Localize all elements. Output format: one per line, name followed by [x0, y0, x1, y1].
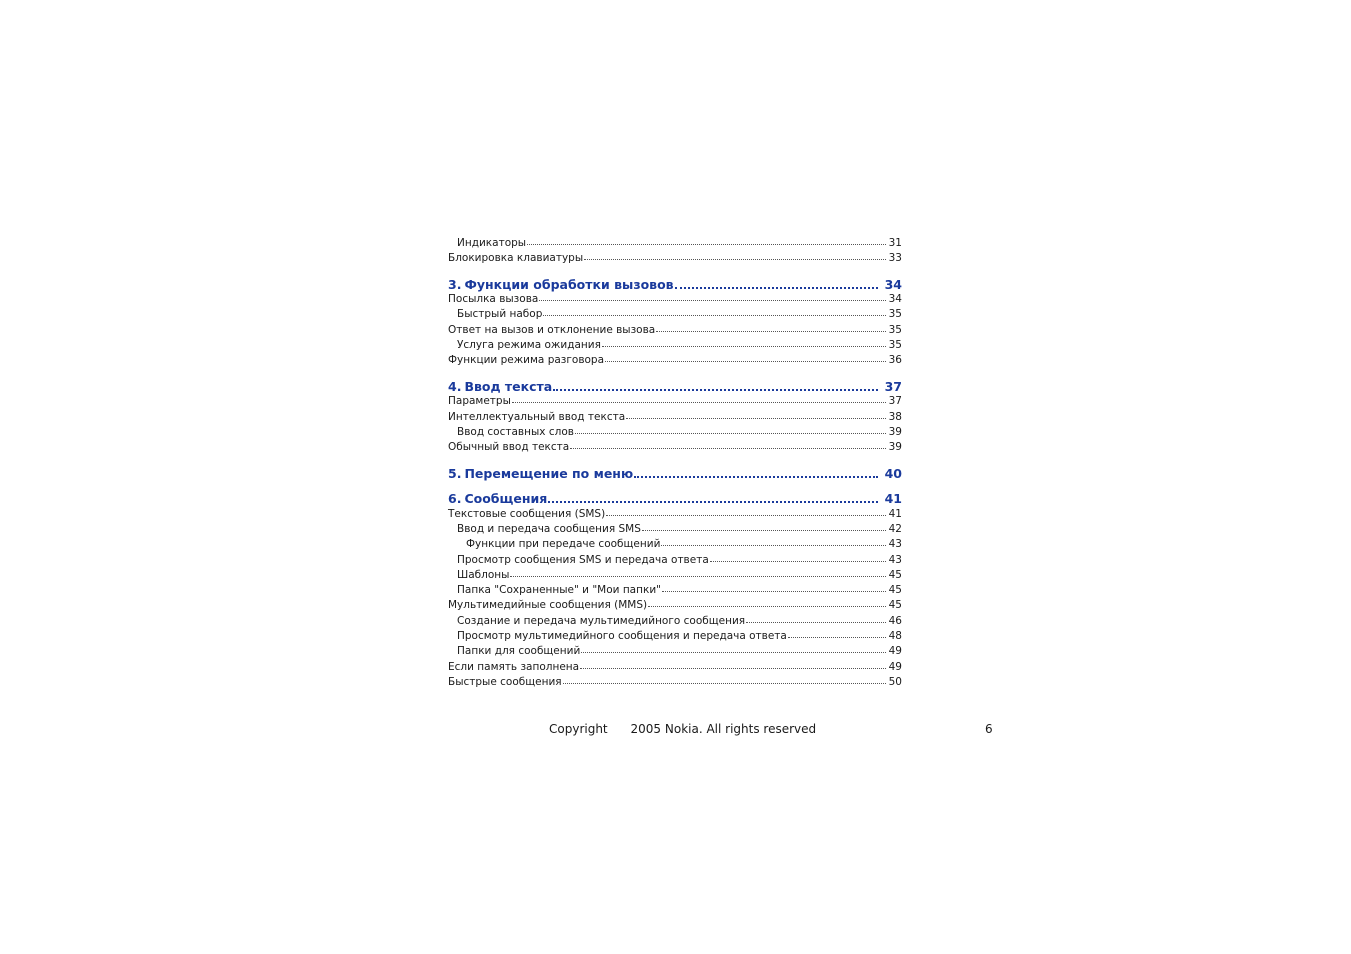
toc-entry-label: Текстовые сообщения (SMS): [448, 507, 606, 520]
toc-entry[interactable]: [448, 583, 902, 598]
dot-leader: [606, 507, 885, 517]
page-ref: 34: [884, 276, 902, 292]
dot-leader: [527, 236, 886, 246]
dot-leader: [570, 440, 885, 450]
page-ref: 45: [888, 568, 902, 581]
dot-leader: [539, 292, 885, 302]
dot-leader: [548, 493, 877, 503]
chapter-label: Ввод текста: [464, 378, 553, 394]
dot-leader: [675, 279, 878, 289]
dot-leader: [563, 675, 886, 685]
chapter-title: [448, 491, 547, 506]
toc-entry[interactable]: [448, 522, 902, 537]
toc-entry[interactable]: [448, 323, 902, 338]
toc-entry-label: Шаблоны: [457, 568, 510, 581]
page-ref: 40: [884, 465, 902, 481]
page-ref: 37: [884, 378, 902, 394]
page-ref: 35: [888, 323, 902, 336]
toc-entry[interactable]: [448, 440, 902, 455]
page-ref: 45: [888, 584, 902, 597]
page-ref: 43: [888, 553, 902, 566]
dot-leader: [580, 660, 886, 670]
toc-entry-label: Обычный ввод текста: [448, 441, 570, 454]
page-ref: 49: [888, 660, 902, 673]
toc-entry[interactable]: [448, 307, 902, 322]
toc-entry[interactable]: [448, 410, 902, 425]
dot-leader: [512, 394, 886, 404]
dot-leader: [584, 251, 886, 261]
toc-entry[interactable]: [448, 675, 902, 690]
toc-entry-label: Ответ на вызов и отклонение вызова: [448, 323, 656, 336]
toc-entry-label: Посылка вызова: [448, 293, 539, 306]
page-ref: 41: [884, 491, 902, 507]
chapter-label: Сообщения: [464, 491, 548, 507]
toc-entry-label: Мультимедийные сообщения (MMS): [448, 599, 648, 612]
page-ref: 33: [888, 252, 902, 265]
toc-entry-label: Ввод составных слов: [457, 425, 574, 438]
toc-entry[interactable]: [448, 629, 902, 644]
dot-leader: [553, 381, 877, 391]
chapter-label: Перемещение по меню: [464, 465, 634, 481]
toc-entry-label: Параметры: [448, 395, 511, 408]
dot-leader: [662, 583, 886, 593]
toc-entry-label: Функции при передаче сообщений: [466, 538, 661, 551]
page-ref: 43: [888, 538, 902, 551]
toc-entry-label: Быстрые сообщения: [448, 675, 562, 688]
page-ref: 35: [888, 308, 902, 321]
toc-chapter-heading[interactable]: [448, 277, 902, 292]
toc-chapter-heading[interactable]: [448, 491, 902, 506]
page-ref: 48: [888, 630, 902, 643]
page-ref: 37: [888, 395, 902, 408]
chapter-number: 4.: [448, 378, 462, 394]
page-ref: 34: [888, 293, 902, 306]
toc-chapter-heading[interactable]: [448, 379, 902, 394]
toc-entry[interactable]: [448, 568, 902, 583]
toc-entry[interactable]: [448, 251, 902, 266]
toc-entry-label: Просмотр мультимедийного сообщения и передача ответа: [457, 630, 787, 643]
chapter-number: 5.: [448, 465, 462, 481]
toc-entry[interactable]: [448, 292, 902, 307]
page-ref: 39: [888, 425, 902, 438]
toc-entry-label: Блокировка клавиатуры: [448, 252, 584, 265]
toc-entry-label: Просмотр сообщения SMS и передача ответа: [457, 553, 709, 566]
chapter-title: [448, 466, 633, 481]
toc-entry[interactable]: [448, 507, 902, 522]
toc-chapter-heading[interactable]: [448, 466, 902, 481]
page-ref: 38: [888, 410, 902, 423]
dot-leader: [710, 553, 886, 563]
toc-entry[interactable]: [448, 614, 902, 629]
page-ref: 35: [888, 339, 902, 352]
page-ref: 42: [888, 522, 902, 535]
toc-entry-label: Интеллектуальный ввод текста: [448, 410, 626, 423]
toc-entry[interactable]: [448, 353, 902, 368]
toc-entry[interactable]: [448, 338, 902, 353]
toc-entry[interactable]: [448, 598, 902, 613]
dot-leader: [648, 598, 886, 608]
toc-entry-label: Если память заполнена: [448, 660, 580, 673]
dot-leader: [661, 537, 885, 547]
page-number: 6: [985, 722, 993, 736]
toc-entry-label: Создание и передача мультимедийного сообщения: [457, 614, 746, 627]
toc-entry[interactable]: [448, 553, 902, 568]
page-ref: 36: [888, 354, 902, 367]
dot-leader: [788, 629, 886, 639]
dot-leader: [575, 425, 886, 435]
dot-leader: [634, 468, 878, 478]
toc-entry-label: Быстрый набор: [457, 308, 543, 321]
dot-leader: [581, 644, 885, 654]
chapter-label: Функции обработки вызовов: [464, 276, 674, 292]
copyright-notice: Copyright 2005 Nokia. All rights reserved: [549, 722, 817, 736]
dot-leader: [605, 353, 886, 363]
page-ref: 45: [888, 599, 902, 612]
toc-entry-label: Услуга режима ожидания: [457, 339, 601, 352]
toc-entry-label: Индикаторы: [457, 237, 527, 249]
toc-entry[interactable]: [448, 425, 902, 440]
dot-leader: [543, 307, 885, 317]
chapter-title: [448, 277, 674, 292]
dot-leader: [656, 323, 885, 333]
toc-entry[interactable]: [448, 537, 902, 552]
dot-leader: [602, 338, 886, 348]
page-ref: 50: [888, 675, 902, 688]
page-ref: 49: [888, 645, 902, 658]
toc-entry-label: Ввод и передача сообщения SMS: [457, 522, 641, 535]
page-footer: [0, 722, 1351, 740]
page-ref: 31: [888, 237, 902, 249]
page-ref: 46: [888, 614, 902, 627]
toc-entry[interactable]: [448, 644, 902, 659]
dot-leader: [746, 614, 886, 624]
page-ref: 39: [888, 441, 902, 454]
page-ref: 41: [888, 507, 902, 520]
chapter-title: [448, 379, 552, 394]
dot-leader: [626, 410, 885, 420]
chapter-number: 6.: [448, 491, 462, 507]
table-of-contents: [448, 236, 902, 690]
dot-leader: [510, 568, 885, 578]
dot-leader: [642, 522, 886, 532]
toc-entry-label: Папки для сообщений: [457, 645, 581, 658]
toc-entry-label: Папка "Сохраненные" и "Мои папки": [457, 584, 661, 597]
toc-entry-label: Функции режима разговора: [448, 354, 605, 367]
toc-entry[interactable]: [448, 660, 902, 675]
toc-entry[interactable]: [448, 394, 902, 409]
toc-entry[interactable]: [448, 236, 902, 251]
chapter-number: 3.: [448, 276, 462, 292]
